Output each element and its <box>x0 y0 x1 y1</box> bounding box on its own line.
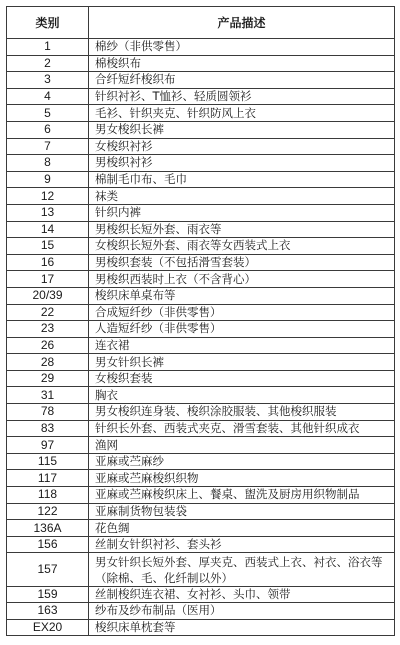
category-cell: 83 <box>7 420 89 437</box>
category-cell: 159 <box>7 586 89 603</box>
table-row <box>7 287 395 304</box>
category-cell: 156 <box>7 536 89 553</box>
description-cell: 男女针织长短外套、厚夹克、西装式上衣、衬衣、浴衣等（除棉、毛、化纤制以外） <box>89 553 395 586</box>
table-row <box>7 254 395 271</box>
category-cell: 9 <box>7 171 89 188</box>
table-row <box>7 520 395 537</box>
table-row <box>7 39 395 56</box>
table-row <box>7 204 395 221</box>
description-cell: 棉梭织布 <box>89 55 395 72</box>
header-row <box>7 7 395 39</box>
category-cell: 4 <box>7 88 89 105</box>
header-category: 类别 <box>7 7 89 39</box>
description-cell: 女梭织长短外套、雨衣等女西装式上衣 <box>89 238 395 255</box>
table-row <box>7 105 395 122</box>
category-cell: 31 <box>7 387 89 404</box>
table-row <box>7 404 395 421</box>
category-cell: 136A <box>7 520 89 537</box>
category-cell: 2 <box>7 55 89 72</box>
category-cell: 5 <box>7 105 89 122</box>
category-cell: EX20 <box>7 619 89 636</box>
table-row <box>7 121 395 138</box>
description-cell: 花色绸 <box>89 520 395 537</box>
table-row <box>7 453 395 470</box>
description-cell: 合成短纤纱（非供零售） <box>89 304 395 321</box>
category-cell: 115 <box>7 453 89 470</box>
table-row <box>7 88 395 105</box>
category-cell: 97 <box>7 437 89 454</box>
description-cell: 亚麻或苎麻梭织织物 <box>89 470 395 487</box>
description-cell: 男女梭织长裤 <box>89 121 395 138</box>
category-cell: 6 <box>7 121 89 138</box>
table-row <box>7 603 395 620</box>
category-cell: 26 <box>7 337 89 354</box>
table-row <box>7 437 395 454</box>
description-cell: 连衣裙 <box>89 337 395 354</box>
description-cell: 人造短纤纱（非供零售） <box>89 321 395 338</box>
category-cell: 14 <box>7 221 89 238</box>
table-row <box>7 72 395 89</box>
category-cell: 122 <box>7 503 89 520</box>
description-cell: 亚麻制货物包装袋 <box>89 503 395 520</box>
description-cell: 丝制梭织连衣裙、女衬衫、头巾、领带 <box>89 586 395 603</box>
table-body <box>7 39 395 636</box>
description-cell: 女梭织套装 <box>89 370 395 387</box>
description-cell: 男梭织衬衫 <box>89 155 395 172</box>
description-cell: 毛衫、针织夹克、针织防风上衣 <box>89 105 395 122</box>
description-cell: 亚麻或苎麻纱 <box>89 453 395 470</box>
table-row <box>7 354 395 371</box>
product-category-table <box>6 6 395 636</box>
category-cell: 78 <box>7 404 89 421</box>
table-row <box>7 487 395 504</box>
description-cell: 梭织床单枕套等 <box>89 619 395 636</box>
description-cell: 男梭织西装时上衣（不含背心） <box>89 271 395 288</box>
category-cell: 163 <box>7 603 89 620</box>
category-cell: 118 <box>7 487 89 504</box>
category-cell: 157 <box>7 553 89 586</box>
category-cell: 15 <box>7 238 89 255</box>
table-row <box>7 387 395 404</box>
category-cell: 13 <box>7 204 89 221</box>
table-row <box>7 221 395 238</box>
description-cell: 棉制毛巾布、毛巾 <box>89 171 395 188</box>
description-cell: 女梭织衬衫 <box>89 138 395 155</box>
category-cell: 3 <box>7 72 89 89</box>
category-cell: 20/39 <box>7 287 89 304</box>
description-cell: 男梭织套装（不包括滑雪套装） <box>89 254 395 271</box>
category-cell: 23 <box>7 321 89 338</box>
table-row <box>7 337 395 354</box>
description-cell: 棉纱（非供零售） <box>89 39 395 56</box>
category-cell: 17 <box>7 271 89 288</box>
table-row <box>7 138 395 155</box>
table-row <box>7 321 395 338</box>
table-header <box>7 7 395 39</box>
description-cell: 纱布及纱布制品（医用） <box>89 603 395 620</box>
table-row <box>7 55 395 72</box>
table-row <box>7 470 395 487</box>
description-cell: 胸衣 <box>89 387 395 404</box>
description-cell: 针织内裤 <box>89 204 395 221</box>
table-row <box>7 238 395 255</box>
category-cell: 16 <box>7 254 89 271</box>
description-cell: 男梭织长短外套、雨衣等 <box>89 221 395 238</box>
description-cell: 男女梭织连身装、梭织涂胶服装、其他梭织服装 <box>89 404 395 421</box>
table-row <box>7 619 395 636</box>
category-cell: 1 <box>7 39 89 56</box>
description-cell: 渔网 <box>89 437 395 454</box>
category-cell: 117 <box>7 470 89 487</box>
table-row <box>7 370 395 387</box>
table-row <box>7 155 395 172</box>
description-cell: 袜类 <box>89 188 395 205</box>
table-row <box>7 586 395 603</box>
category-cell: 12 <box>7 188 89 205</box>
description-cell: 针织长外套、西装式夹克、滑雪套装、其他针织成衣 <box>89 420 395 437</box>
category-cell: 8 <box>7 155 89 172</box>
category-cell: 7 <box>7 138 89 155</box>
description-cell: 男女针织长裤 <box>89 354 395 371</box>
table-row <box>7 536 395 553</box>
table-row <box>7 171 395 188</box>
table-row <box>7 304 395 321</box>
header-description: 产品描述 <box>89 7 395 39</box>
table-row <box>7 271 395 288</box>
table-row <box>7 420 395 437</box>
category-cell: 29 <box>7 370 89 387</box>
description-cell: 合纤短纤梭织布 <box>89 72 395 89</box>
category-cell: 28 <box>7 354 89 371</box>
table-row <box>7 188 395 205</box>
description-cell: 丝制女针织衬衫、套头衫 <box>89 536 395 553</box>
description-cell: 针织衬衫、T恤衫、轻质圆领衫 <box>89 88 395 105</box>
table-row <box>7 553 395 586</box>
table-row <box>7 503 395 520</box>
description-cell: 梭织床单桌布等 <box>89 287 395 304</box>
description-cell: 亚麻或苎麻梭织床上、餐桌、盥洗及厨房用织物制品 <box>89 487 395 504</box>
category-cell: 22 <box>7 304 89 321</box>
